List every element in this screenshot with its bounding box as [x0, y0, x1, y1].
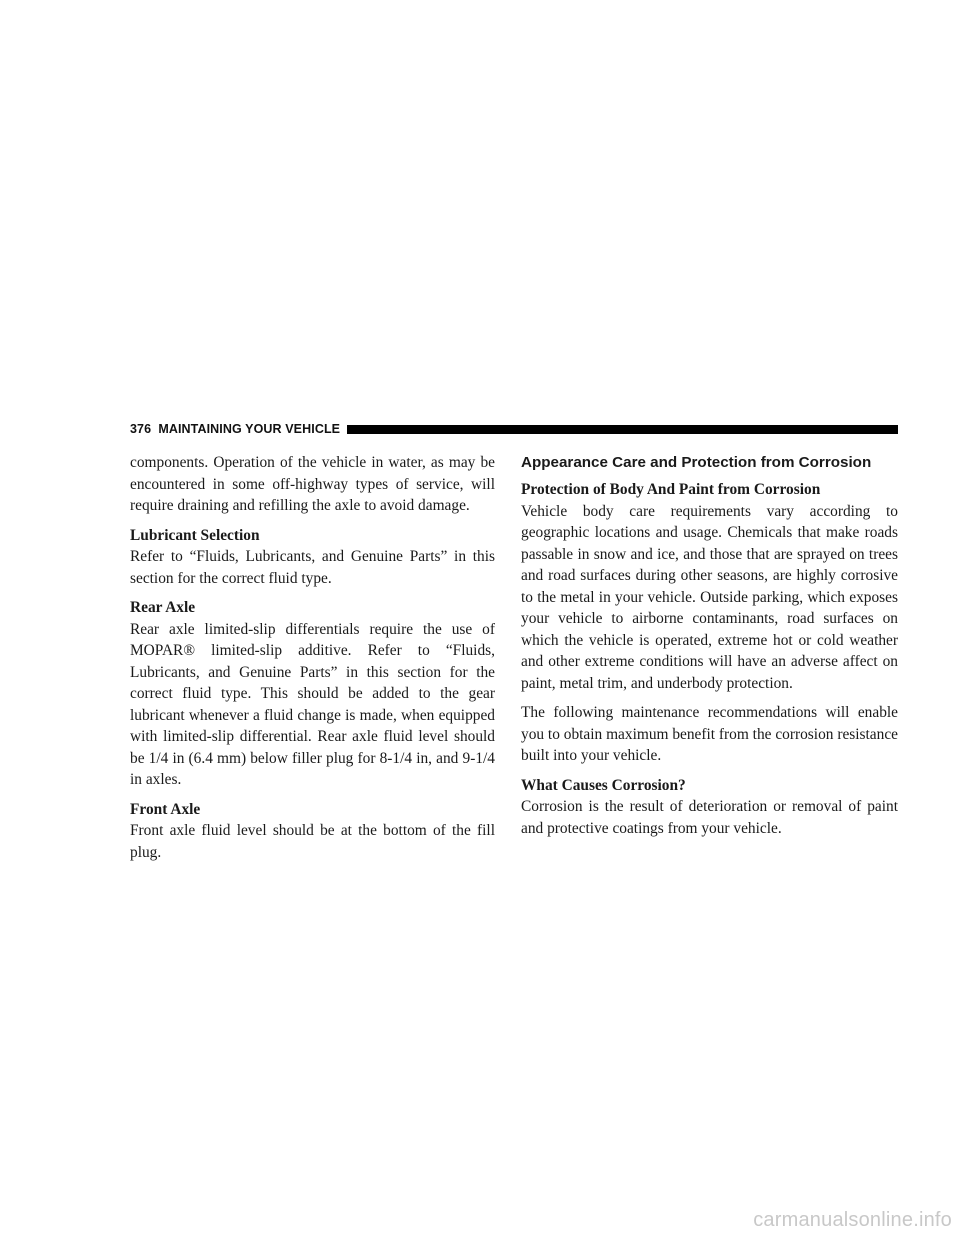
- causes-heading: What Causes Corrosion?: [521, 776, 686, 794]
- rear-axle-text: Rear axle limited-slip differentials require the use of MOPAR® limited-slip additive. Refer to “Fluids, Lubricants, and Genuine Parts” in this section for the correct fluid type. This should be added to the gear lubricant whenever a fluid change is made, when equipped with limited-slip differential. Rear axle fluid level should be 1/4 in (6.4 mm) below filler plug for 8-1/4 in, and 9-1/4 in axles.: [130, 620, 495, 788]
- right-column: [521, 452, 898, 839]
- causes-text: Corrosion is the result of deterioration or removal of paint and protective coatings from your vehicle.: [521, 798, 898, 837]
- watermark: carmanualsonline.info: [753, 1209, 952, 1231]
- header-label: [130, 422, 340, 436]
- page-header: [130, 418, 898, 440]
- front-axle-heading: Front Axle: [130, 800, 201, 818]
- protection-heading: Protection of Body And Paint from Corrosion: [521, 481, 821, 498]
- front-axle-text: Front axle fluid level should be at the bottom of the fill plug.: [130, 822, 495, 861]
- intro-paragraph: components. Operation of the vehicle in water, as may be encountered in some off-highway types of service, will require draining and refilling the axle to avoid damage.: [130, 454, 495, 514]
- protection-text: Vehicle body care requirements vary according to geographic locations and usage. Chemicals that make roads passable in snow and ice, and those that are sprayed on trees and road surfaces during other seasons, are highly corrosive to the metal in your vehicle. Outside parking, which exposes your vehicle to airborne contaminants, road surfaces on which the vehicle is operated, extreme hot or cold weather and other extreme conditions will have an adverse affect on paint, metal trim, and underbody protection.: [521, 502, 898, 692]
- recommendations-text: The following maintenance recommendations will enable you to obtain maximum benefit from the corrosion resistance built into your vehicle.: [521, 704, 898, 764]
- left-column: [130, 452, 495, 863]
- header-rule: [347, 425, 898, 434]
- rear-axle-heading: Rear Axle: [130, 599, 196, 616]
- lubricant-selection-heading: Lubricant Selection: [130, 526, 260, 544]
- appearance-care-heading: Appearance Care and Protection from Corrosion: [521, 454, 872, 471]
- lubricant-selection-text: Refer to “Fluids, Lubricants, and Genuine Parts” in this section for the correct fluid type.: [130, 548, 495, 587]
- section-title: MAINTAINING YOUR VEHICLE: [158, 422, 341, 436]
- page-number: 376: [130, 422, 152, 436]
